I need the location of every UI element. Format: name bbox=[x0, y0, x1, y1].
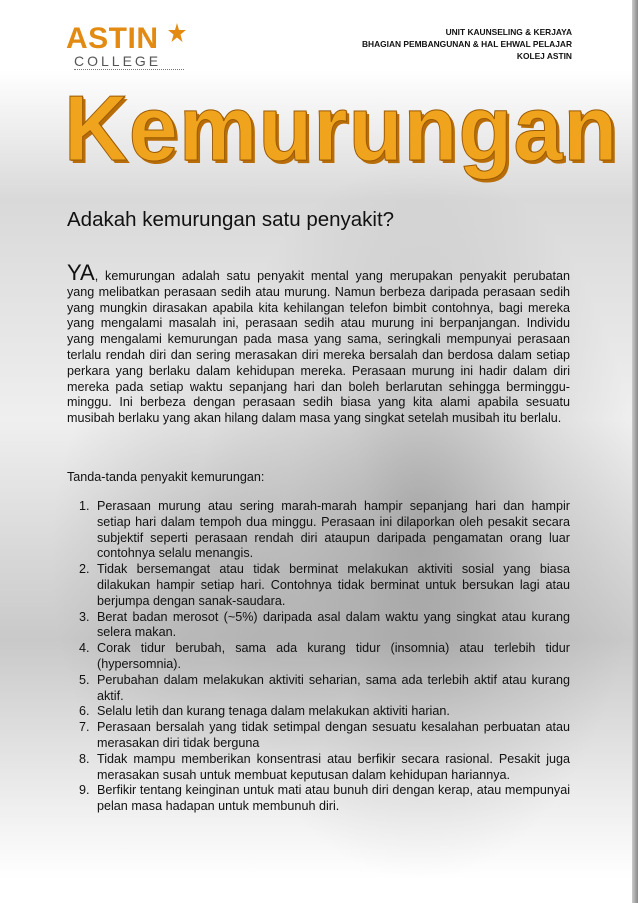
logo-brand: ASTIN bbox=[66, 22, 159, 55]
list-item bbox=[67, 641, 570, 673]
list-item-text: Perasaan murung atau sering marah-marah hampir sepanjang hari dan hampir setiap hari dalam tempoh dua minggu. Perasaan ini dilaporkan oleh pesakit secara subjektif seperti perasaan rendah diri ataupun daripada pengamatan orang luar contohnya selalu menangis. bbox=[97, 499, 570, 561]
list-item-text: Perubahan dalam melakukan aktiviti seharian, sama ada terlebih aktif atau kurang aktif. bbox=[97, 672, 570, 703]
astin-college-logo bbox=[66, 22, 186, 74]
list-item bbox=[67, 499, 570, 562]
list-item bbox=[67, 752, 570, 784]
intro-paragraph bbox=[67, 260, 570, 427]
list-item bbox=[67, 720, 570, 752]
list-item-text: Tidak mampu memberikan konsentrasi atau berfikir secara rasional. Pesakit juga merasakan susah untuk membuat keputusan dalam kehidupan hariannya. bbox=[97, 751, 570, 782]
list-item bbox=[67, 783, 570, 815]
list-item bbox=[67, 562, 570, 609]
list-item-number: 7. bbox=[79, 720, 90, 735]
intro-lead: YA bbox=[67, 260, 95, 285]
list-item-number: 8. bbox=[79, 751, 90, 766]
list-item bbox=[67, 704, 570, 720]
list-item-number: 2. bbox=[79, 562, 90, 577]
signs-heading: Tanda-tanda penyakit kemurungan: bbox=[67, 470, 265, 484]
page-title: Kemurungan bbox=[64, 76, 619, 180]
list-item-number: 4. bbox=[79, 641, 90, 656]
intro-text: , kemurungan adalah satu penyakit mental yang merupakan penyakit perubatan yang melibatkan perasaan sedih atau murung. Namun berbeza daripada perasaan sedih yang mungkin dirasakan apabila kita kehilangan telefon bimbit contohnya, bagi mereka yang mengalami masalah ini, perasaan sedih atau murung ini berpanjangan. Individu yang mengalami kemurungan pada masa yang sama, seringkali mempunyai perasaan terlalu rendah diri dan sering merasakan diri mereka bersalah dan berdosa dalam setiap perkara yang berlaku dalam kehidupan mereka. Perasaan murung ini hadir dalam diri mereka pada setiap waktu sepanjang hari dan boleh berlarutan sehingga berminggu-minggu. Ini berbeza dengan perasaan sedih biasa yang kita alami apabila sesuatu musibah berlaku yang akan hilang dalam masa yang singkat setelah musibah itu berlalu. bbox=[67, 269, 570, 426]
org-unit: UNIT KAUNSELING & KERJAYA bbox=[445, 27, 572, 37]
list-item-text: Tidak bersemangat atau tidak berminat melakukan aktiviti sosial yang biasa dilakukan hampir setiap hari. Contohnya tidak berminat untuk bersukan lagi atau berjumpa dengan sanak-saudara. bbox=[97, 562, 570, 608]
signs-list bbox=[67, 499, 570, 815]
list-item-number: 1. bbox=[79, 499, 90, 513]
list-item-text: Berfikir tentang keinginan untuk mati atau bunuh diri dengan kerap, atau mempunyai pelan masa hadapan untuk membunuh diri. bbox=[97, 783, 570, 814]
section-question: Adakah kemurungan satu penyakit? bbox=[67, 208, 395, 231]
list-item-text: Perasaan bersalah yang tidak setimpal dengan sesuatu kesalahan perbuatan atau merasakan diri tidak berguna bbox=[97, 720, 570, 750]
list-item bbox=[67, 673, 570, 705]
list-item-text: Berat badan merosot (~5%) daripada asal dalam waktu yang singkat atau kurang selera makan. bbox=[97, 609, 570, 640]
list-item-text: Corak tidur berubah, sama ada kurang tidur (insomnia) atau terlebih tidur (hypersomnia). bbox=[97, 641, 570, 671]
logo-tagline-rule bbox=[74, 69, 184, 72]
list-item-number: 3. bbox=[79, 609, 90, 624]
logo-sub: COLLEGE bbox=[74, 53, 162, 69]
logo-star-icon bbox=[166, 22, 188, 44]
org-header bbox=[362, 26, 572, 62]
org-college: KOLEJ ASTIN bbox=[516, 51, 572, 61]
list-item-number: 6. bbox=[79, 704, 90, 719]
list-item-number: 9. bbox=[79, 783, 90, 798]
list-item-text: Selalu letih dan kurang tenaga dalam melakukan aktiviti harian. bbox=[97, 704, 450, 719]
org-division: BHAGIAN PEMBANGUNAN & HAL EHWAL PELAJAR bbox=[361, 39, 572, 49]
list-item-number: 5. bbox=[79, 672, 90, 687]
list-item bbox=[67, 610, 570, 642]
